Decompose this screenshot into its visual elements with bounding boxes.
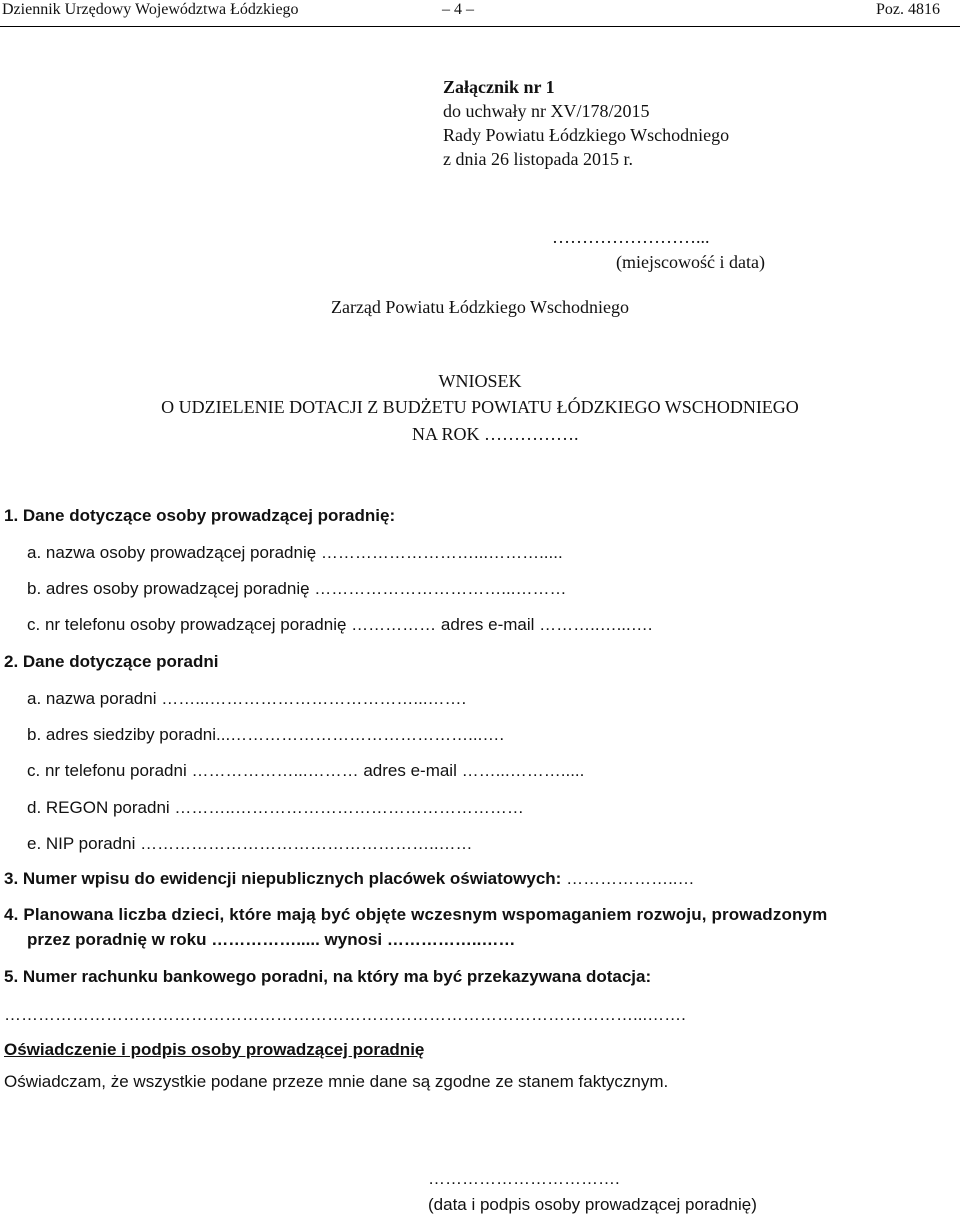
attachment-line-2: Rady Powiatu Łódzkiego Wschodniego bbox=[443, 125, 730, 145]
place-date-dots: ……………………... bbox=[552, 227, 710, 247]
section-3-label: 3. Numer wpisu do ewidencji niepublicznych placówek oświatowych: bbox=[4, 869, 562, 888]
section-2-heading: 2. Dane dotyczące poradni bbox=[4, 652, 219, 671]
form-title-line-1: WNIOSEK bbox=[438, 371, 522, 391]
form-title-line-3: NA ROK ……………. bbox=[412, 424, 579, 444]
attachment-title: Załącznik nr 1 bbox=[443, 77, 555, 97]
section-3-dots: ………………..… bbox=[566, 869, 695, 888]
place-date-label: (miejscowość i data) bbox=[616, 252, 765, 272]
header-rule bbox=[0, 26, 960, 27]
section-2-c: c. nr telefonu poradni ………………...……… adres e-mail ……...………..... bbox=[27, 761, 585, 780]
section-2-e: e. NIP poradni ……………………………………………..…… bbox=[27, 834, 473, 853]
attachment-line-3: z dnia 26 listopada 2015 r. bbox=[443, 149, 633, 169]
section-1-heading: 1. Dane dotyczące osoby prowadzącej poradnię: bbox=[4, 506, 396, 525]
section-2-a: a. nazwa poradni ……...………………………………...……. bbox=[27, 689, 467, 708]
section-1-b: b. adres osoby prowadzącej poradnię ……………………………...……… bbox=[27, 579, 567, 598]
attachment-line-1: do uchwały nr XV/178/2015 bbox=[443, 101, 650, 121]
signature-label: (data i podpis osoby prowadzącej poradnię) bbox=[428, 1195, 757, 1214]
section-1-a: a. nazwa osoby prowadzącej poradnię ………………………...………..... bbox=[27, 543, 563, 562]
position-number: Poz. 4816 bbox=[876, 1, 940, 18]
signature-dots: ……………………………. bbox=[428, 1169, 620, 1188]
section-4-line-2: przez poradnię w roku ……………..... wynosi ……………..…… bbox=[27, 930, 516, 949]
section-2-d: d. REGON poradni ………..…………………………………………… bbox=[27, 798, 524, 817]
section-2-b: b. adres siedziby poradni...……………………………………...…. bbox=[27, 725, 505, 744]
section-1-c: c. nr telefonu osoby prowadzącej poradnię …………… adres e-mail ………..…...…. bbox=[27, 615, 653, 634]
declaration-heading: Oświadczenie i podpis osoby prowadzącej poradnię bbox=[4, 1040, 425, 1059]
section-5-dots: …………………………………………………………………………………………………...……. bbox=[4, 1005, 686, 1024]
section-3 bbox=[4, 870, 695, 887]
section-5-label: 5. Numer rachunku bankowego poradni, na który ma być przekazywana dotacja: bbox=[4, 967, 652, 986]
journal-title: Dziennik Urzędowy Województwa Łódzkiego bbox=[2, 1, 299, 18]
section-4-line-1: 4. Planowana liczba dzieci, które mają być objęte wczesnym wspomaganiem rozwoju, prowadzonym bbox=[4, 905, 828, 924]
addressee: Zarząd Powiatu Łódzkiego Wschodniego bbox=[330, 297, 630, 317]
page-number: – 4 – bbox=[442, 1, 474, 18]
declaration-text: Oświadczam, że wszystkie podane przeze mnie dane są zgodne ze stanem faktycznym. bbox=[4, 1072, 669, 1091]
form-title-line-2: O UDZIELENIE DOTACJI Z BUDŻETU POWIATU ŁÓDZKIEGO WSCHODNIEGO bbox=[161, 397, 799, 417]
